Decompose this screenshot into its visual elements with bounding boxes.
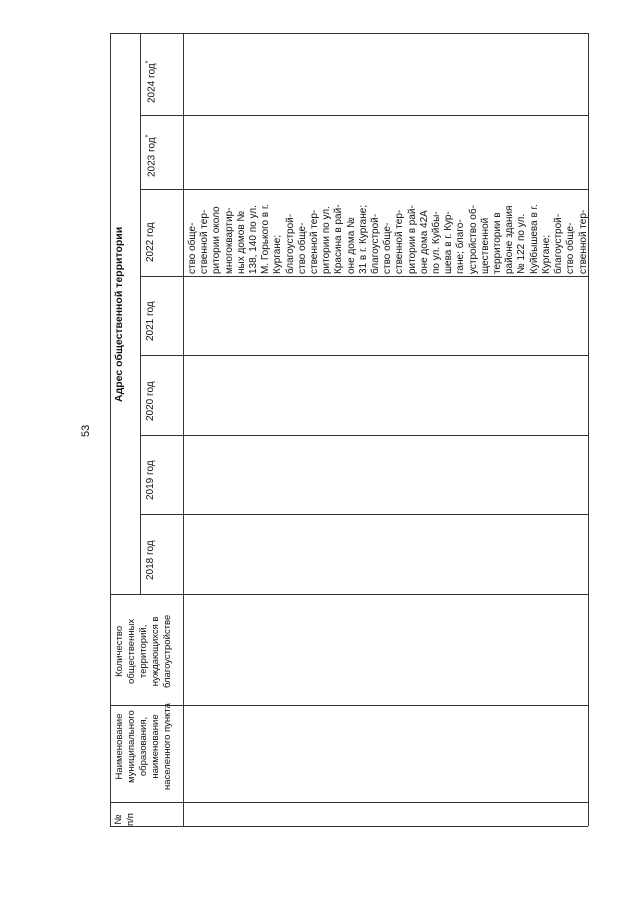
year-2019: 2019 год: [145, 460, 156, 500]
year-2023: 2023 год*: [145, 134, 158, 177]
cell-2022-text: ство обще- ственной тер- ритории около многоквартир- ных домов № 138, 140 по ул. М. Горького в г. Кургане; благоустрой- ство обще- ственной тер- ритории по ул. Красина в рай- оне дома № 31 в г. Кургане; благоустрой- ство обще- ственной тер- ритории в рай- оне дома 42А по ул. Куйбы- шева в г. Кур- гане; благо- устройство об- щественной территории в районе здания № 122 по ул. Куйбышева в г. Кургане; благоустрой- ство обще- ственной тер-: [187, 203, 589, 274]
year-2021: 2021 год: [145, 301, 156, 341]
year-2020: 2020 год: [145, 381, 156, 421]
page-number: 53: [80, 424, 92, 437]
header-name: Наименование муниципального образования, наименование населенного пункта: [114, 703, 173, 790]
header-count: Количество общественных территорий, нуждающихся в благоустройстве: [114, 614, 173, 688]
header-num: № п/п: [113, 813, 136, 826]
year-2018: 2018 год: [145, 540, 156, 580]
year-2024: 2024 год*: [145, 60, 158, 103]
header-address: Адрес общественной территории: [113, 226, 125, 402]
year-2022: 2022 год: [145, 222, 156, 262]
